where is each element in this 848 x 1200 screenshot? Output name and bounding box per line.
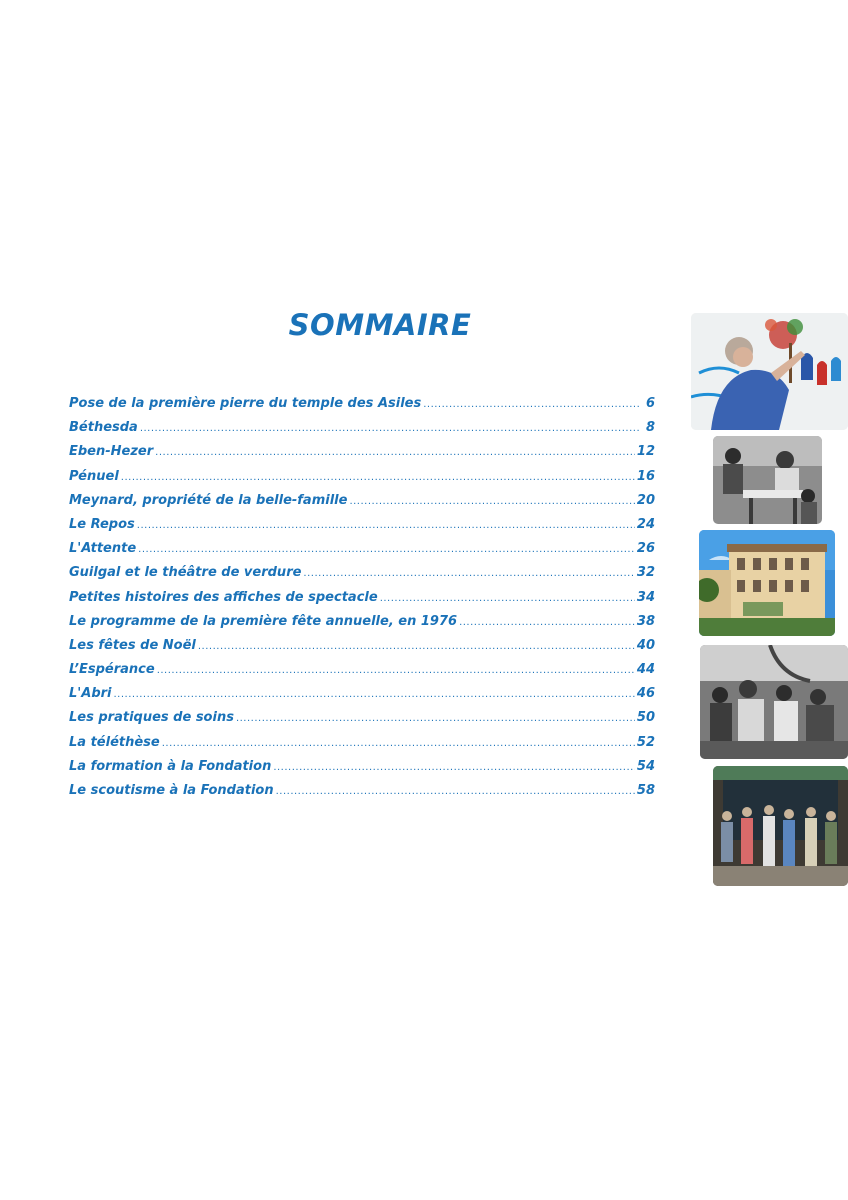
toc-entry-page: 16 [636,468,655,484]
toc-entry-title: Meynard, propriété de la belle-famille [69,492,348,508]
toc-entry-page: 34 [636,589,655,605]
table-of-contents [69,396,655,807]
dot-leader [114,689,635,700]
photo-group-outdoors [700,645,848,759]
toc-entry [69,396,655,420]
toc-entry-title: Les pratiques de soins [69,710,234,726]
toc-entry-title: Les fêtes de Noël [69,637,196,653]
toc-entry [69,759,655,783]
toc-entry-title: Eben-Hezer [69,444,154,460]
toc-entry-page: 32 [636,565,655,581]
toc-entry [69,638,655,662]
dot-leader [138,544,635,555]
dot-leader [459,617,635,628]
toc-entry [69,662,655,686]
dot-leader [380,593,635,604]
toc-entry-page: 20 [636,492,655,508]
dot-leader [157,665,635,676]
toc-entry [69,710,655,734]
dot-leader [273,762,635,773]
photo-mural-painting [691,313,848,430]
toc-entry-title: Guilgal et le théâtre de verdure [69,565,302,581]
toc-entry-page: 44 [636,662,655,678]
toc-entry [69,783,655,807]
toc-entry-title: Pose de la première pierre du temple des Asiles [69,396,422,411]
dot-leader [349,496,634,507]
dot-leader [140,423,639,434]
toc-entry [69,444,655,468]
toc-entry [69,420,655,444]
toc-entry [69,493,655,517]
dot-leader [236,713,635,724]
toc-entry-title: Le scoutisme à la Fondation [69,783,274,798]
toc-entry-page: 50 [636,710,655,726]
toc-entry-page: 24 [636,516,655,532]
toc-entry-page: 38 [636,613,655,629]
toc-entry-title: L’Espérance [69,662,155,678]
dot-leader [303,568,634,579]
toc-entry [69,686,655,710]
toc-entry [69,517,655,541]
dot-leader [155,447,635,458]
toc-entry [69,614,655,638]
dot-leader [137,520,635,531]
dot-leader [121,472,635,483]
toc-entry-title: Petites histoires des affiches de spectacle [69,589,378,605]
toc-entry-page: 8 [645,420,655,436]
toc-entry-title: Le Repos [69,516,135,532]
dot-leader [198,641,635,652]
photo-group-entrance [713,766,848,886]
toc-entry-page: 54 [636,758,655,774]
toc-entry-page: 12 [636,444,655,460]
toc-entry [69,541,655,565]
toc-entry [69,735,655,759]
toc-entry [69,565,655,589]
toc-entry [69,469,655,493]
page-title: SOMMAIRE [288,308,472,342]
toc-entry-page: 58 [636,783,655,798]
toc-entry-title: Pénuel [69,468,119,484]
toc-entry-title: Béthesda [69,420,138,436]
toc-entry-title: L'Attente [69,541,137,557]
photo-children-table [713,436,822,524]
toc-entry-page: 26 [636,541,655,557]
dot-leader [276,786,635,797]
toc-entry-title: Le programme de la première fête annuelle, en 1976 [69,613,458,629]
toc-entry-page: 40 [636,637,655,653]
toc-entry-title: La formation à la Fondation [69,758,272,774]
dot-leader [423,399,639,410]
toc-entry [69,590,655,614]
toc-entry-page: 6 [645,396,655,411]
toc-entry-page: 46 [636,686,655,702]
toc-entry-title: La téléthèse [69,734,160,750]
toc-entry-page: 52 [636,734,655,750]
photo-building [699,530,835,636]
toc-entry-title: L'Abri [69,686,112,702]
dot-leader [162,738,635,749]
